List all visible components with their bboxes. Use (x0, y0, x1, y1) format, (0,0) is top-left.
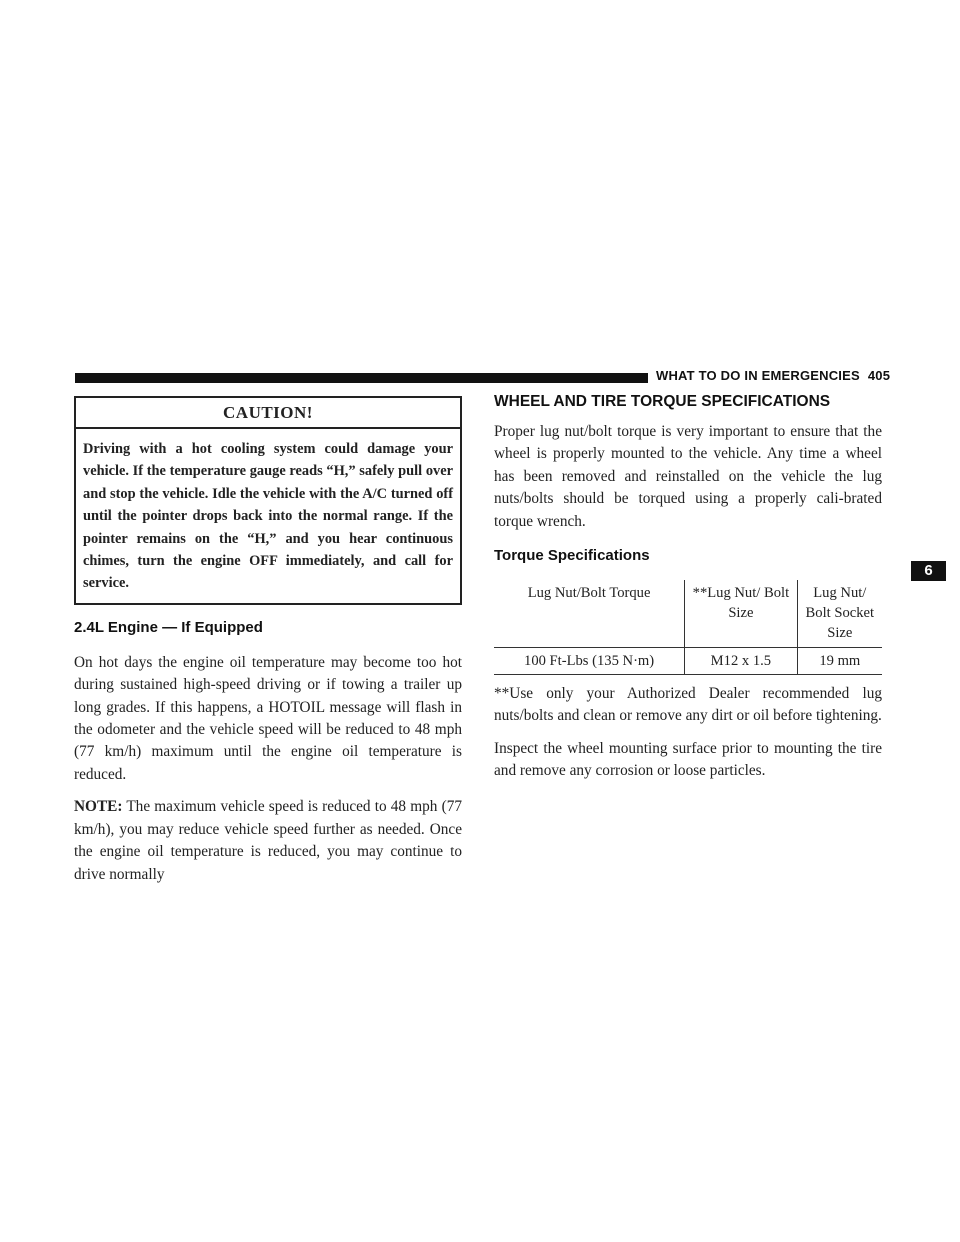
caution-box (74, 396, 462, 605)
torque-table (494, 580, 882, 675)
page-number: 405 (867, 368, 891, 383)
inspect-paragraph: Inspect the wheel mounting surface prior to mounting the tire and remove any corrosion or loose particles. (494, 739, 882, 780)
note-text: The maximum vehicle speed is reduced to 48 mph (77 km/h), you may reduce vehicle speed further as needed. Once the engine oil temperature is reduced, you may continue to drive normally (74, 798, 462, 883)
right-column (494, 393, 882, 793)
engine-paragraph: On hot days the engine oil temperature may become too hot during sustained high-speed driving or if towing a trailer up long grades. If this happens, a HOTOIL message will flash in the odometer and the vehicle speed will be reduced to 48 mph (77 km/h) maximum until the engine oil temperature is reduced. (74, 653, 462, 783)
note-label: NOTE: (74, 798, 123, 816)
table-header-cell: Lug Nut/ Bolt Socket Size (797, 580, 882, 648)
chapter-tab: 6 (911, 561, 946, 581)
header-rule (75, 373, 648, 383)
running-header (656, 368, 906, 383)
torque-heading: Torque Specifications (494, 547, 650, 565)
intro-paragraph: Proper lug nut/bolt torque is very important to ensure that the wheel is properly mounted to the vehicle. Any time a wheel has been removed and reinstalled on the vehicle the lug nuts/bolts should be torqued using a properly cali-brated torque wrench. (494, 423, 882, 530)
footnote-paragraph: **Use only your Authorized Dealer recommended lug nuts/bolts and clean or remove any dirt or oil before tightening. (494, 685, 882, 725)
caution-body: Driving with a hot cooling system could damage your vehicle. If the temperature gauge reads “H,” safely pull over and stop the vehicle. Idle the vehicle with the A/C turned off until the pointer drops back into the normal range. If the pointer remains on the “H,” and you hear continuous chimes, turn the engine OFF immediately, and call for service. (83, 441, 453, 592)
table-header-row (494, 580, 882, 648)
table-header-cell: Lug Nut/Bolt Torque (527, 585, 651, 602)
note-paragraph (74, 796, 462, 886)
table-cell: M12 x 1.5 (685, 648, 797, 675)
table-header-cell: **Lug Nut/ Bolt Size (685, 580, 797, 648)
section-heading: WHEEL AND TIRE TORQUE SPECIFICATIONS (494, 393, 831, 410)
table-cell: 100 Ft-Lbs (135 N·m) (494, 648, 685, 675)
caution-title: CAUTION! (76, 398, 460, 429)
header-section-title: WHAT TO DO IN EMERGENCIES (656, 368, 860, 383)
engine-heading: 2.4L Engine — If Equipped (74, 618, 263, 636)
left-column (74, 396, 462, 896)
table-cell: 19 mm (797, 648, 882, 675)
table-row (494, 648, 882, 675)
